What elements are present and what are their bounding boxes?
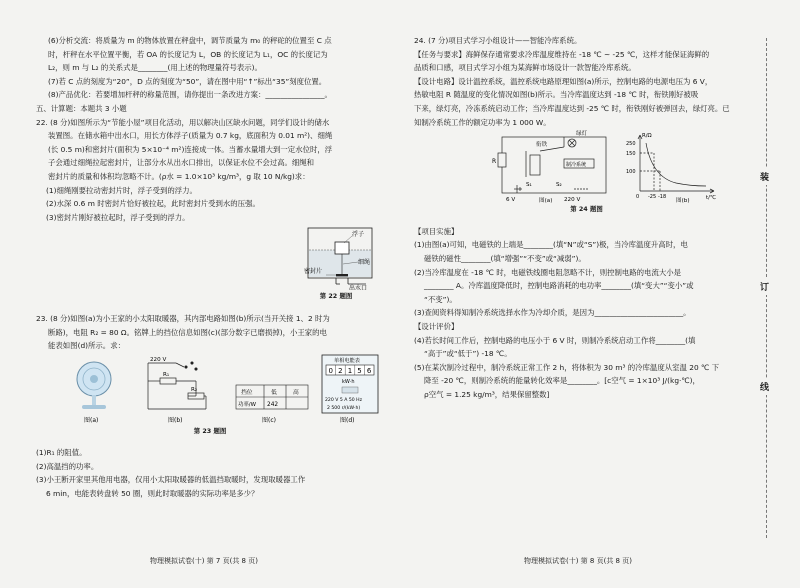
- text-line: 装置图。在储水箱中出水口，用长方体浮子(质量为 0.7 kg，底面积为 0.01 m²)、细绳: [48, 131, 333, 141]
- meter-spec: 2 500 r/(kW·h): [327, 405, 361, 411]
- label-float: 浮子: [352, 231, 365, 239]
- text-line: (2)水深 0.6 m 时密封片恰好被拉起，此时密封片受到水的压强。: [46, 199, 260, 209]
- graph-y-tick: 100: [626, 169, 636, 176]
- text-line: L₂，则 m 与 L₂ 的关系式是________(用上述的物理量符号表示)。: [48, 63, 262, 73]
- question-22: [36, 116, 384, 225]
- meter-digit: 0: [328, 366, 333, 375]
- left-footer: 物理模拟试卷(十) 第 7 页(共 8 页): [150, 557, 258, 565]
- resistance-graph: [638, 135, 714, 193]
- caption-d: 图(d): [340, 416, 355, 424]
- caption-b: 图(b): [168, 416, 183, 424]
- label-s2: S₂: [556, 182, 562, 189]
- meter-digit: 2: [338, 366, 343, 375]
- caption-c: 图(c): [262, 416, 276, 424]
- question-23: [36, 312, 384, 353]
- binding-char: 订: [760, 278, 769, 295]
- table-header-high: 高: [293, 389, 299, 396]
- meter-title: 单相电能表: [334, 357, 360, 364]
- caption-b: 图(b): [676, 198, 690, 204]
- label-supply: 220 V: [150, 356, 167, 363]
- evaluation-heading: 【设计评价】: [414, 321, 459, 331]
- text-line: 22. (8 分)如图所示为“节能小屋”项目化活动，用以解决山区缺水问题，同学们设计的储水: [36, 117, 330, 127]
- label-outlet: 出水口: [349, 285, 368, 291]
- label-iron: 衔铁: [536, 142, 548, 149]
- label-6v: 6 V: [506, 197, 516, 204]
- label-r1: R₁: [163, 371, 170, 378]
- label-cooler: 制冷系统: [566, 162, 587, 169]
- text-line: 24. (7 分)项目式学习小组设计——智能冷库系统。: [414, 36, 582, 45]
- binding-char: 装: [760, 168, 769, 185]
- left-page: [36, 34, 384, 501]
- table-header-level: 挡位: [241, 389, 253, 396]
- meter-spec: 220 V 5 A 50 Hz: [325, 397, 362, 403]
- text-line: (7)若 C 点的刻度为“20”，D 点的刻度为“50”，请在图中用“↑”标出“35”刻度位置。: [48, 76, 327, 86]
- text-line: 下来，绿灯亮，冷冻系统启动工作；当冷库温度达到 -25 ℃ 时，衔铁刚好被弹回去，绿灯亮。已: [414, 103, 730, 113]
- meter-digit: 6: [366, 366, 372, 375]
- text-line: (2)高温挡的功率。: [36, 461, 99, 471]
- graph-x-tick: -18: [658, 194, 667, 201]
- heater-circuit: [148, 361, 206, 408]
- heater-figures: [36, 353, 384, 425]
- text-line: (2)当冷库温度在 -18 ℃ 时，电磁铁线圈电阻忽略不计，则控制电路的电流大小是: [414, 267, 682, 277]
- text-line: 知制冷系统工作的额定功率为 1 000 W。: [414, 117, 551, 127]
- text-line: 23. (8 分)如图(a)为小王家的小太阳取暖器，其内部电路如图(b)所示(当开关接 1、2 时为: [36, 313, 330, 323]
- text-line: (5)在某次制冷过程中，制冷系统正常工作 2 h，将体积为 30 m³ 的冷库温度从室温 20 ℃ 下: [414, 362, 720, 372]
- text-line: 降至 -20 ℃，则制冷系统的能量转化效率是________。[c空气 = 1×10³ J/(kg·℃)，: [424, 376, 700, 386]
- figure-22: [36, 224, 384, 290]
- text-line: 6 min，电能表转盘转 50 圈，则此时取暖器的实际功率是多少？: [46, 489, 259, 499]
- section-heading: 五、计算题：本题共 3 小题: [36, 103, 127, 113]
- text-line: “不变”)。: [424, 294, 457, 304]
- label-s1: S₁: [526, 182, 532, 189]
- implementation-heading: 【项目实施】: [414, 226, 459, 236]
- label-rope: 细绳: [358, 259, 371, 267]
- text-line: “高于”或“低于”) -18 ℃。: [424, 349, 512, 359]
- label-220v: 220 V: [564, 197, 581, 204]
- label-seal: 密封片: [304, 268, 323, 276]
- text-line: 断路)，电阻 R₂ = 80 Ω。铭牌上的挡位信息如图(c)(部分数字已磨损掉)，小王家的电: [48, 327, 327, 337]
- text-line: (1)由图(a)可知，电磁铁的上端是________(填“N”或“S”)极，当冷库温度升高时，电: [414, 240, 688, 250]
- right-footer: 物理模拟试卷(十) 第 8 页(共 8 页): [524, 557, 632, 565]
- text-line: (4)若长时间工作后，控制电路的电压小于 6 V 时，则制冷系统启动工作将________(填: [414, 335, 696, 345]
- evaluation-questions: [414, 334, 759, 402]
- control-circuit: [498, 137, 606, 193]
- figure-24-caption: 第 24 题图: [570, 205, 603, 214]
- meter-digit: 1: [347, 366, 353, 375]
- label-r2: R₂: [191, 386, 198, 393]
- meter-unit: kW·h: [342, 378, 355, 385]
- label-r: R: [492, 158, 497, 166]
- text-line: (8)产品优化：若要增加杆秤的称量范围，请你提出一条改进方案：________________。: [48, 90, 332, 100]
- text-line: 磁铁的磁性________(填“增强”“不变”或“减弱”)。: [424, 253, 586, 263]
- text-line: (3)查阅资料得知制冷系统选择水作为冷却介质，是因为________________________。: [414, 308, 691, 318]
- graph-y-tick: 250: [626, 141, 636, 148]
- question-21-tail: [36, 34, 384, 102]
- text-line: (1)R₁ 的阻值。: [36, 448, 87, 458]
- label-lamp: 绿灯: [576, 131, 588, 138]
- text-line: 密封片的质量和体积均忽略不计。(ρ水 = 1.0×10³ kg/m³，g 取 10 N/kg)求：: [48, 171, 310, 181]
- text-line: 热敏电阻 R 随温度的变化情况如图(b)所示。当冷库温度达到 -18 ℃ 时，衔铁刚好被吸: [414, 90, 699, 100]
- text-line: 能表如图(d)所示。求：: [48, 341, 125, 351]
- water-tank-diagram: [36, 224, 384, 290]
- text-line: 【设计电路】设计温控系统，温控系统电路原理如图(a)所示，控制电路的电源电压为 6 V，: [414, 76, 713, 86]
- table-header-low: 低: [271, 389, 277, 396]
- figure-22-caption: 第 22 题图: [319, 292, 353, 301]
- figure-23-caption: 第 23 题图: [193, 426, 227, 435]
- graph-y-tick: 150: [626, 151, 636, 158]
- caption-a: 图(a): [539, 198, 553, 204]
- graph-x-label: t/℃: [706, 195, 716, 202]
- caption-a: 图(a): [84, 416, 99, 424]
- text-line: (3)小王断开家里其他用电器，仅用小太阳取暖器的低温挡取暖时，发现取暖器工作: [36, 475, 306, 485]
- meter-digit: 5: [357, 366, 362, 375]
- text-line: (长 0.5 m)和密封片(面积为 5×10⁻⁴ m²)连接成一体。当蓄水量增大到一定水位时，浮: [48, 144, 333, 154]
- text-line: (3)密封片刚好被拉起时，浮子受到的浮力。: [46, 212, 190, 222]
- text-line: 子会通过细绳拉起密封片，让部分水从出水口排出，以保证水位不会过高。细绳和: [48, 158, 315, 168]
- right-page: [414, 34, 759, 401]
- graph-y-label: R/Ω: [642, 133, 652, 140]
- table-row-label: 功率/W: [238, 401, 256, 408]
- question-24: [414, 34, 759, 129]
- text-line: ________ A。冷库温度降低时，控制电路消耗的电功率________(填“变大”“变小”或: [424, 281, 694, 291]
- cold-storage-figures: [414, 129, 759, 203]
- implementation-questions: [414, 238, 759, 320]
- text-line: ρ空气 = 1.25 kg/m³，结果保留整数]: [424, 389, 550, 399]
- figure-23: [36, 353, 384, 425]
- graph-x-tick: -25: [648, 194, 657, 201]
- table-low-value: 242: [267, 401, 279, 408]
- text-line: 品质和口感，项目式学习小组为某海鲜市场设计一款智能冷库系统。: [414, 63, 636, 73]
- text-line: (6)分析交流：将质量为 m 的物体放置在秤盘中，调节质量为 m₀ 的秤砣的位置至 C 点: [48, 36, 332, 45]
- text-line: 【任务与要求】海鲜保存通常要求冷库温度维持在 -18 ℃ ~ -25 ℃，这样才能保证海鲜的: [414, 49, 710, 59]
- figure-24: [414, 129, 759, 203]
- text-line: (1)细绳刚要拉动密封片时，浮子受到的浮力。: [46, 185, 197, 195]
- graph-x-tick: 0: [636, 194, 640, 201]
- heater-image: [77, 362, 111, 409]
- question-23-parts: [36, 446, 384, 500]
- text-line: 时，杆秤在水平位置平衡，若 OA 的长度记为 L，OB 的长度记为 L₁，OC 的长度记为: [48, 49, 328, 59]
- binding-char: 线: [760, 378, 769, 395]
